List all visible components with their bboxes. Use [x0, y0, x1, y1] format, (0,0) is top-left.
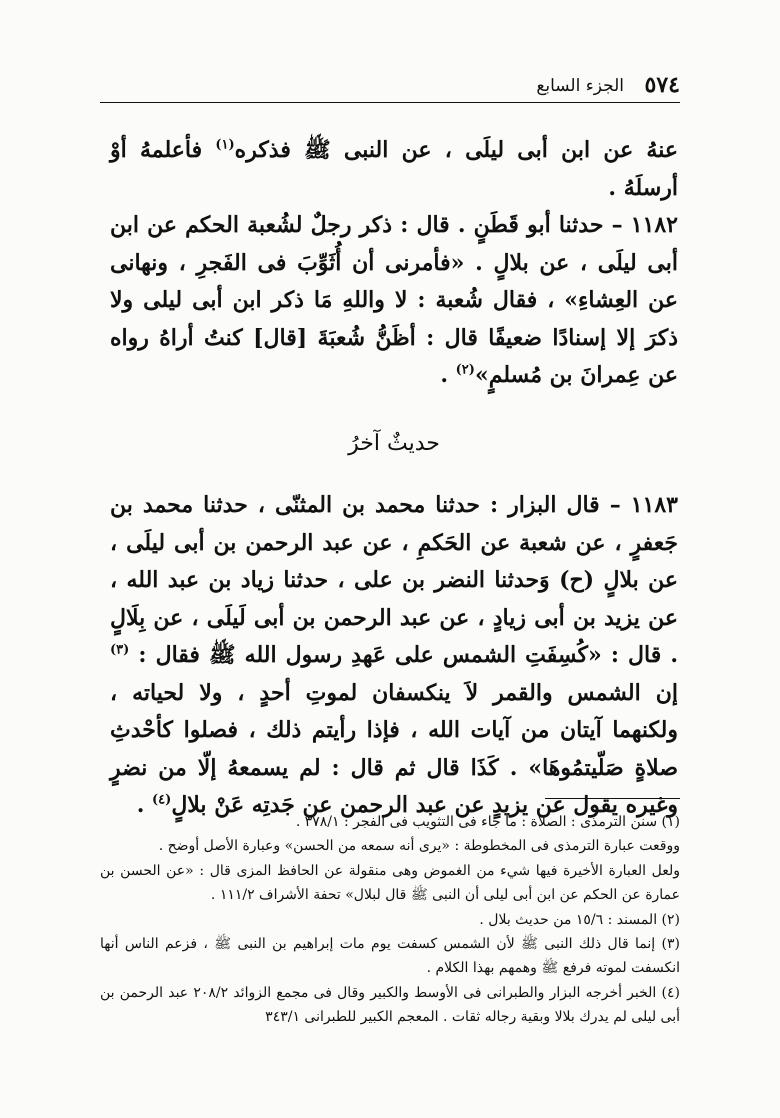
footnote-ref-2: (٢) — [455, 362, 475, 378]
paragraph-intro-tail: فأعلمهُ أوْ أرسلَهُ . — [110, 137, 678, 201]
hadith-1182-tail: . — [440, 362, 456, 388]
hadith-number-1183: ١١٨٣ — [630, 492, 678, 518]
running-head: الجزء السابع — [536, 76, 624, 96]
footnotes — [100, 810, 680, 1030]
paragraph-intro-text: عنهُ عن ابن أبى ليلَى ، عن النبى ﷺ فذكره — [234, 137, 678, 163]
footnote-line: (٣) إنما قال ذلك النبى ﷺ لأن الشمس كسفت يوم مات إبراهيم بن النبى ﷺ ، فزعم الناس أنها انكسفت لموته فرفع ﷺ وهمهم بهذا الكلام . — [100, 936, 680, 977]
hadith-1183-text: – قال البزار : حدثنا محمد بن المثنّى ، حدثنا محمد بن جَعفرٍ ، عن شعبة عن الحَكمِ ، عن عبد الرحمن بن أبى ليلَى ، عن بلالٍ (ح) وَحدثنا النضر بن على ، حدثنا زياد بن عبد الله ، عن يزيد بن أبى زيادٍ ، عن عبد الرحمن بن أبى لَيلَى ، عن بِلَالٍ . قال : «كُسِفَتِ الشمس على عَهدِ رسول الله ﷺ فقال : — [110, 492, 678, 668]
footnote-line: ولعل العبارة الأخيرة فيها شيء من الغموض وهى منقولة عن الحافظ المزى قال : «عن الحسن بن عمارة عن الحكم عن ابن أبى ليلى أن النبى ﷺ قال لبلال» تحفة الأشراف ١١١/٢ . — [100, 862, 680, 904]
footnote-line: (٤) الخبر أخرجه البزار والطبرانى فى الأوسط والكبير وقال فى مجمع الزوائد ٢٠٨/٢ عبد الرحمن بن أبى ليلى لم يدرك بلالا وبقية رجاله ثقات . المعجم الكبير للطبرانى ٣٤٣/١ — [100, 984, 680, 1026]
footnote-rule — [545, 798, 680, 799]
hadith-1182-text: – حدثنا أبو قَطَنٍ . قال : ذكر رجلٌ لشُعبة الحكم عن ابن أبى ليلَى ، عن بلالٍ . «فأمرنى أن أُثَوِّبَ فى الفَجرِ ، ونهانى عن العِشاءِ» ، فقال شُعبة : لا واللهِ مَا ذكر ابن أبى ليلى ولا ذكرَ إلا إسنادًا ضعيفًا قال : أظَنُّ شُعبَةَ [قال] كنتُ أراهُ رواه عن عِمرانَ بن مُسلمٍ» — [110, 212, 678, 388]
hadith-number-1182: ١١٨٢ — [630, 212, 678, 238]
hadith-1182 — [110, 207, 678, 395]
footnote-ref-1: (١) — [215, 137, 235, 153]
header-rule — [100, 102, 680, 103]
section-heading: حديثٌ آخرُ — [348, 430, 440, 456]
paragraph-intro — [110, 132, 678, 207]
footnote-ref-3: (٣) — [110, 642, 130, 658]
page-header — [100, 68, 680, 102]
footnote-line: (٢) المسند : ١٥/٦ من حديث بلال . — [479, 911, 680, 928]
hadith-1183-text-2: إن الشمس والقمر لاَ ينكسفان لموتِ أحدٍ ، ولا لحياته ، ولكنهما آيتان من آيات الله ، فإذا رأيتم ذلك ، فصلوا كأحْدثِ صلاةٍ صَلّيتمُوهَا» . كَذَا قال ثم قال : لم يسمعهُ إلّا من نضرٍ وغيره يقول عن يزيدٍ عن عبد الرحمن عن جَدتِه عَنْ بلالٍ — [110, 679, 678, 818]
footnote-ref-4: (٤) — [152, 792, 172, 808]
page-number: ٥٧٤ — [644, 72, 680, 98]
footnote-line: (١) سنن الترمذى : الصلاة : ما جاء فى التثويب فى الفجر : ٣٧٨/١ . — [295, 814, 680, 830]
footnote-line: ووقعت عبارة الترمذى فى المخطوطة : «يرى أنه سمعه من الحسن» وعبارة الأصل أوضح . — [158, 838, 680, 855]
hadith-1183-tail: . — [136, 792, 153, 818]
hadith-1183 — [110, 487, 678, 825]
main-text — [110, 132, 678, 825]
